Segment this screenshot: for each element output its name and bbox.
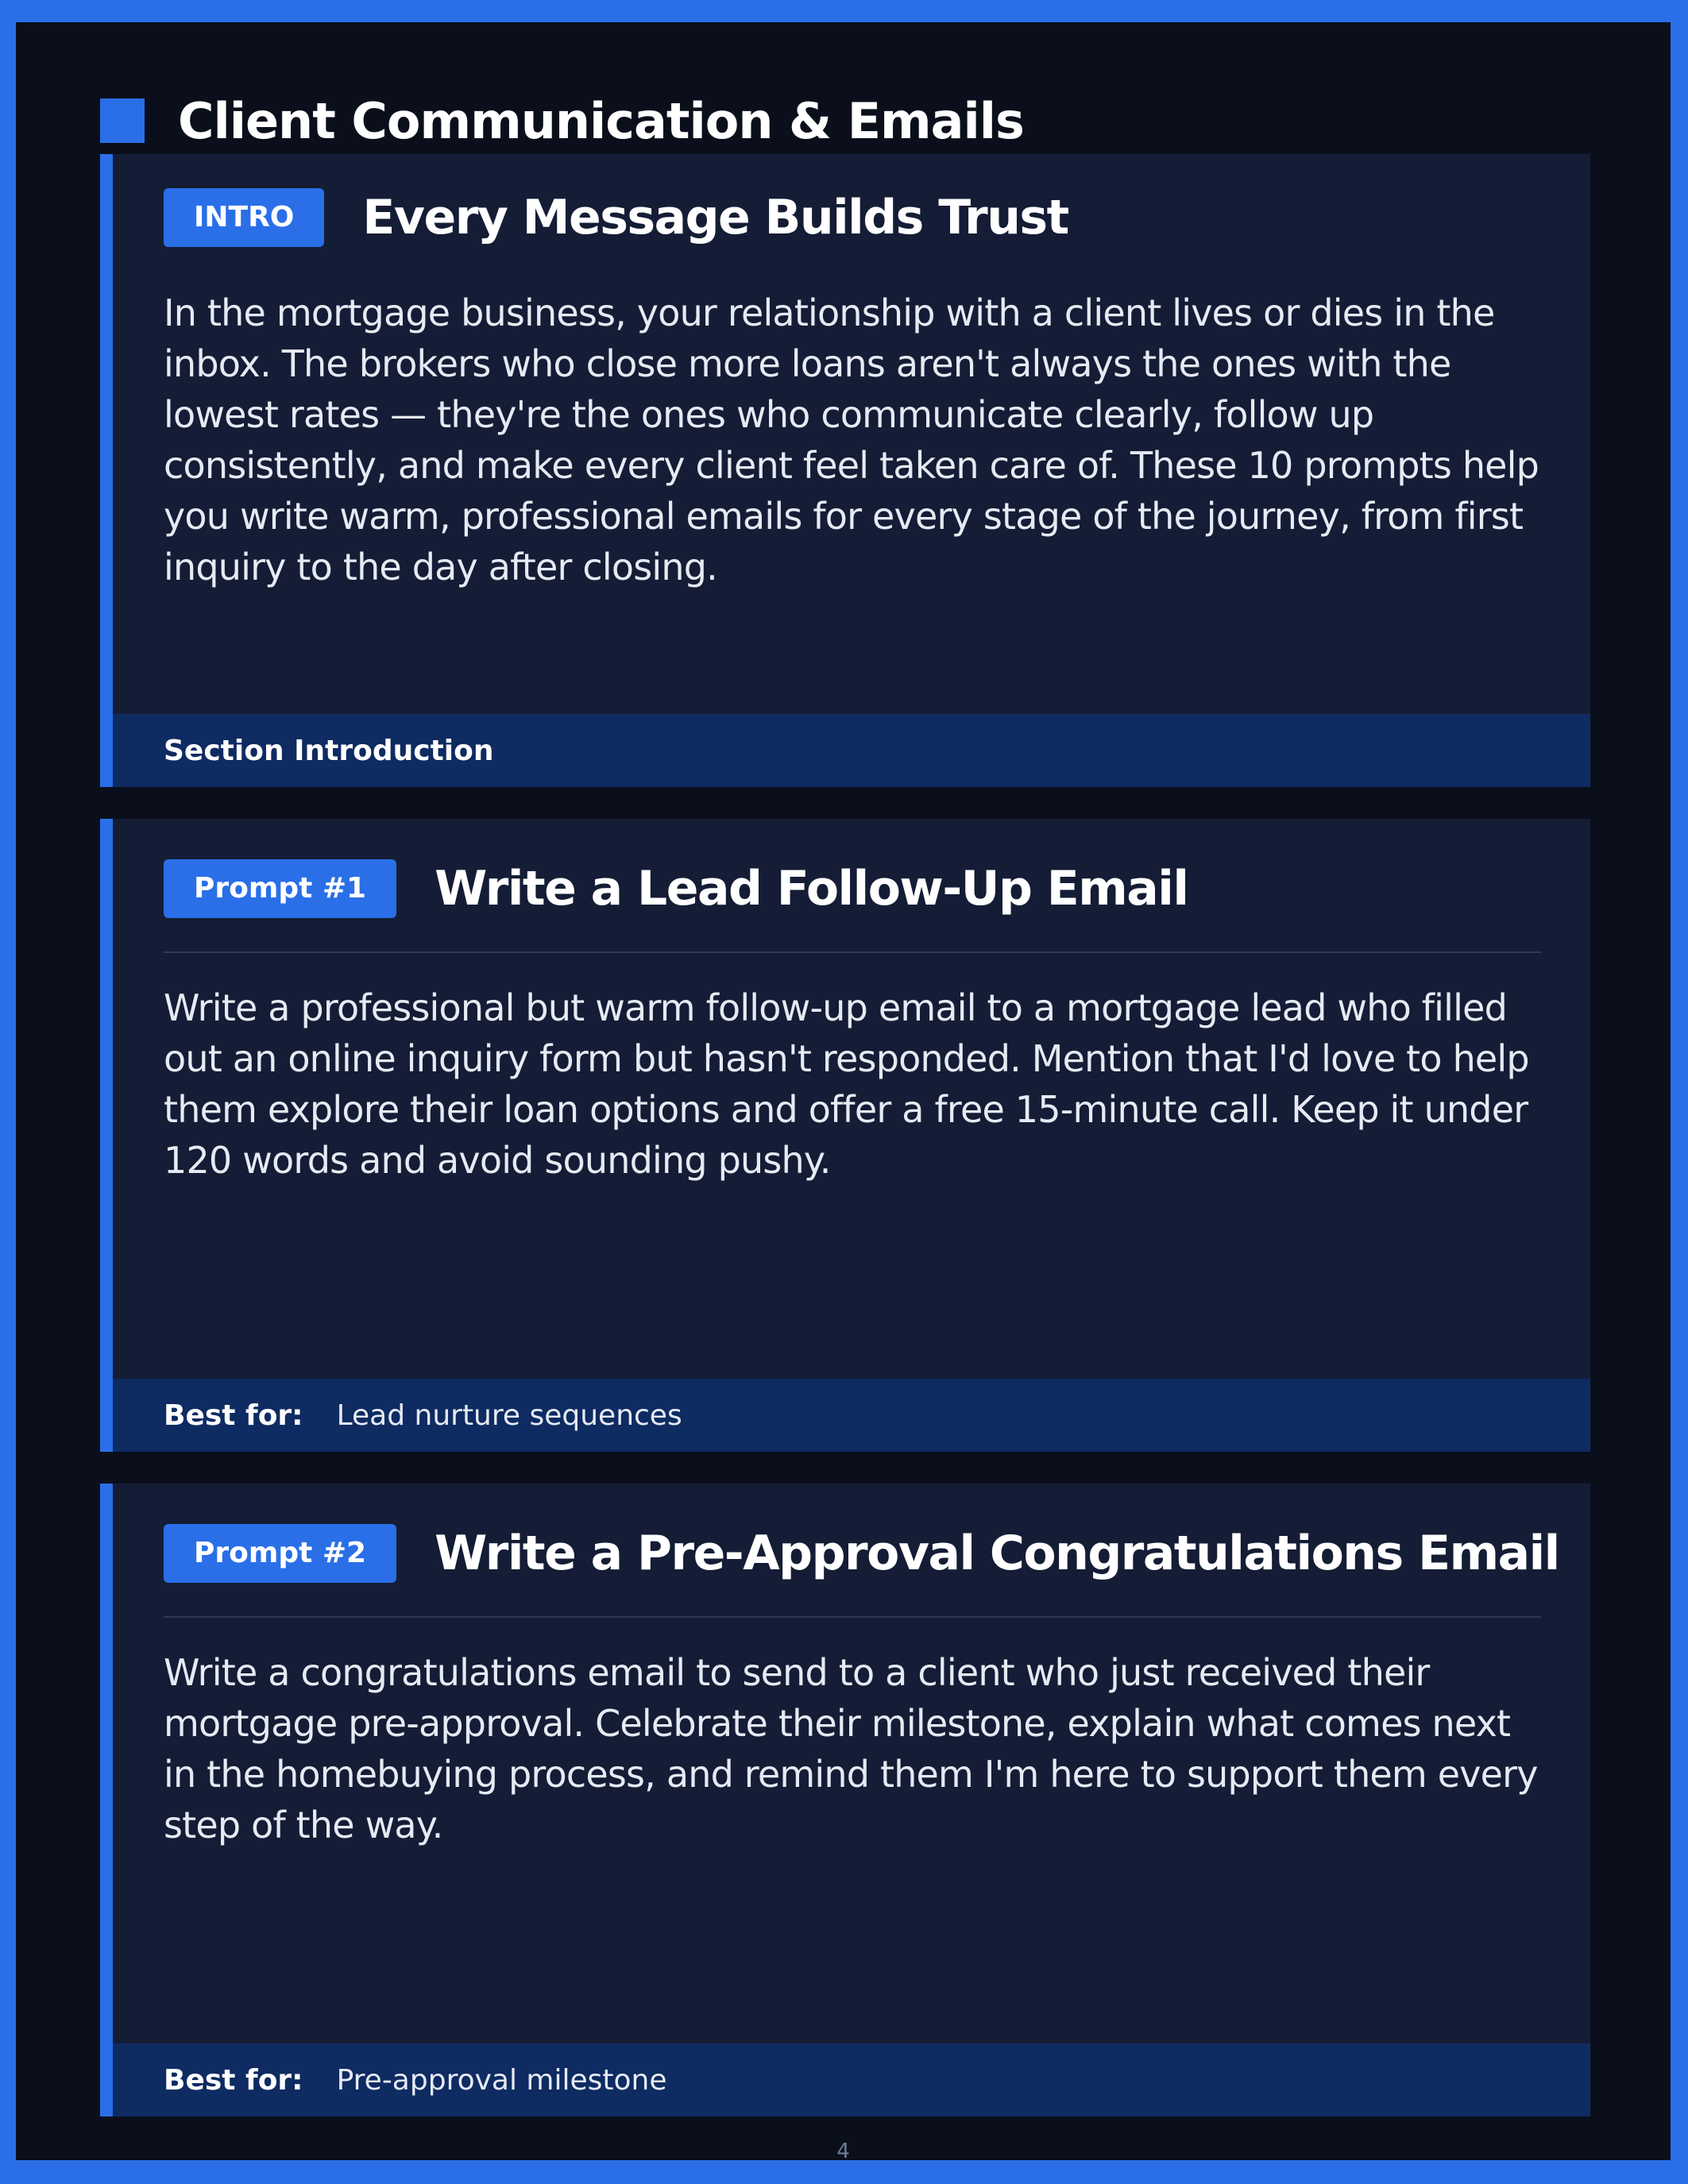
section-marker-square xyxy=(100,98,145,143)
document-page xyxy=(16,22,1671,2163)
section-header xyxy=(100,89,1024,152)
prompt-1-header xyxy=(164,857,1541,920)
prompt-1-body: Write a professional but warm follow-up email to a mortgage lead who filled out an online inquiry form but hasn't responded. Mention that I'd love to help them explore their loan options and offer a free 15-minute call. Keep it under 120 words and avoid sounding pushy. xyxy=(164,986,1529,1182)
intro-card-header xyxy=(164,186,1541,249)
page-number: 4 xyxy=(836,2140,850,2163)
prompt-2-body: Write a congratulations email to send to a client who just received their mortgage pre-approval. Celebrate their milestone, explain what comes next in the homebuying process, and remind them I'm here to support them every step of the way. xyxy=(164,1651,1538,1846)
prompt-1-best-for-label: Best for: xyxy=(164,1399,303,1432)
prompt-card-1 xyxy=(100,819,1590,1452)
intro-badge: INTRO xyxy=(164,188,324,247)
intro-card-body: In the mortgage business, your relationship with a client lives or dies in the inbox. The brokers who close more loans aren't always the ones with the lowest rates — they're the ones who communicate clearly, follow up consistently, and make every client feel taken care of. These 10 prompts help you write warm, professional emails for every stage of the journey, from first inquiry to the day after closing. xyxy=(164,291,1539,588)
intro-card-footer xyxy=(113,714,1590,787)
prompt-2-best-for-value: Pre-approval milestone xyxy=(336,2063,667,2097)
intro-card-title: Every Message Builds Trust xyxy=(362,190,1068,245)
prompt-1-best-for-value: Lead nurture sequences xyxy=(336,1399,682,1432)
prompt-1-footer xyxy=(113,1379,1590,1452)
intro-footer-label: Section Introduction xyxy=(164,734,494,767)
prompt-2-divider xyxy=(164,1616,1541,1618)
prompt-2-footer xyxy=(113,2043,1590,2116)
prompt-2-title: Write a Pre-Approval Congratulations Email xyxy=(435,1526,1559,1581)
prompt-2-header xyxy=(164,1522,1559,1585)
intro-card xyxy=(100,154,1590,787)
prompt-1-title: Write a Lead Follow-Up Email xyxy=(435,861,1188,916)
prompt-1-badge: Prompt #1 xyxy=(164,859,396,918)
section-title: Client Communication & Emails xyxy=(178,91,1024,150)
prompt-1-divider xyxy=(164,951,1541,953)
prompt-2-badge: Prompt #2 xyxy=(164,1524,396,1583)
prompt-card-2 xyxy=(100,1484,1590,2116)
prompt-2-best-for-label: Best for: xyxy=(164,2063,303,2097)
